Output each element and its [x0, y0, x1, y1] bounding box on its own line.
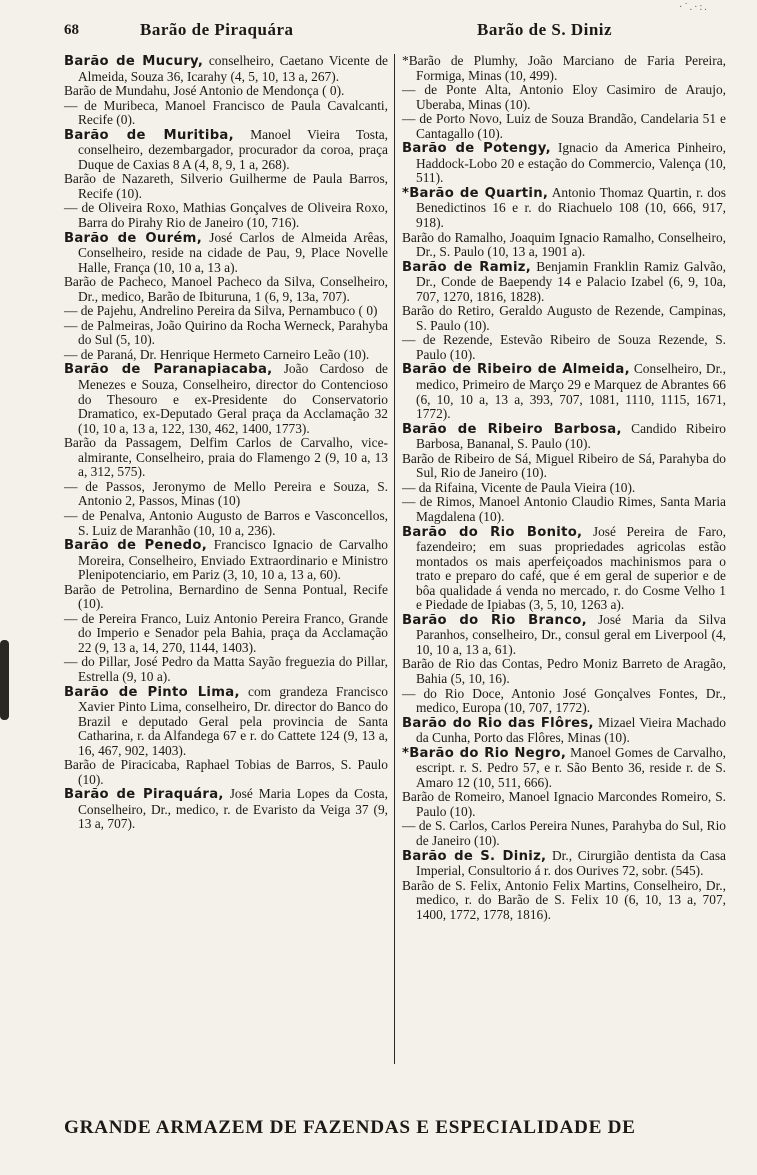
entry-text: com grandeza Francisco Xavier Pinto Lima, conselheiro, Dr. director do Banco do Brazil e deputado Geral pela provincia de Santa Catharina, r. da Alfandega 67 e r. do Cattete 124 (9, 13 a, 16, 467, 902, 1403).: [78, 683, 388, 758]
entry-text: — do Rio Doce, Antonio José Gonçalves Fontes, Dr., medico, Europa (10, 707, 1772).: [402, 685, 726, 716]
entry-text: — de Rimos, Manoel Antonio Claudio Rimes, Santa Maria Magdalena (10).: [402, 494, 726, 524]
entry-text: José Pereira de Faro, fazendeiro; em suas propriedades agricolas estão montados os mais aperfeiçoados machinismos para o trato e preparo do café, que é em geral de superior e de bôa qualidade á venda no mercado, r. do Cosme Velho 1 e Piedade de Ipiabas (3, 5, 10, 1263 a).: [416, 523, 726, 613]
directory-entry: [64, 362, 388, 436]
entry-text: — de Porto Novo, Luiz de Souza Brandão, Candelaria 51 e Cantagallo (10).: [402, 111, 726, 141]
entry-text: Barão de Piracicaba, Raphael Tobias de Barros, S. Paulo (10).: [64, 757, 388, 787]
directory-entry: [64, 99, 388, 128]
entry-text: Barão de Pacheco, Manoel Pacheco da Silva, Conselheiro, Dr., medico, Barão de Ibituruna, 1 (6, 9, 13a, 707).: [64, 274, 388, 304]
entry-text: — de Paraná, Dr. Henrique Hermeto Carneiro Leão (10).: [64, 346, 370, 362]
entry-title: Barão do Rio Bonito,: [402, 524, 583, 540]
entry-text: Manoel Vieira Tosta, conselheiro, dezembargador, procurador da coroa, praça Duque de Caxias 8 A (4, 8, 9, 1 a, 268).: [78, 126, 388, 172]
directory-entry: [64, 348, 388, 363]
directory-entry: [64, 787, 388, 832]
entry-title: Barão de Piraquára,: [64, 787, 224, 803]
directory-entry: [402, 879, 726, 923]
directory-entry: [64, 319, 388, 348]
entry-text: José Carlos de Almeida Arêas, Conselheiro, reside na cidade de Pau, 9, Place Novelle Halle, França (10, 10 a, 13 a).: [78, 229, 388, 275]
entry-text: — de Penalva, Antonio Augusto de Barros e Vasconcellos, S. Luiz de Maranhão (10, 10 a, 236).: [64, 507, 388, 538]
directory-entry: [64, 231, 388, 276]
directory-entry: [64, 538, 388, 583]
entry-text: Dr., Cirurgião dentista da Casa Imperial, Consultorio á r. dos Ourives 72, sobr. (545).: [416, 847, 726, 879]
entry-title: Barão de Ramiz,: [402, 259, 532, 275]
entry-text: Barão de Romeiro, Manoel Ignacio Marcondes Romeiro, S. Paulo (10).: [402, 789, 726, 819]
entry-title: *Barão de Quartin,: [402, 185, 549, 201]
entry-text: Barão de Petrolina, Bernardino de Senna Pontual, Recife (10).: [64, 581, 388, 612]
entry-title: Barão de Muritiba,: [64, 127, 234, 143]
directory-entry: [402, 333, 726, 362]
header-title-left: Barão de Piraquára: [140, 20, 294, 39]
header-title-right: Barão de S. Diniz: [477, 20, 613, 39]
entry-text: — de Oliveira Roxo, Mathias Gonçalves de Oliveira Roxo, Barra do Pirahy Rio de Janeiro (10, 716).: [64, 200, 388, 231]
running-header: [64, 20, 731, 46]
entry-title: *Barão do Rio Negro,: [402, 745, 567, 761]
entry-title: Barão do Rio Branco,: [402, 612, 587, 628]
directory-entry: [402, 362, 726, 421]
directory-entry: [402, 495, 726, 524]
directory-entry: [402, 54, 726, 83]
directory-entry: [402, 186, 726, 231]
directory-entry: [402, 231, 726, 260]
directory-entry: [64, 54, 388, 84]
directory-entry: [402, 260, 726, 305]
entry-title: Barão de Penedo,: [64, 538, 208, 554]
entry-title: Barão de Ribeiro Barbosa,: [402, 421, 622, 437]
margin-smudge: [0, 640, 9, 720]
directory-entry: [64, 128, 388, 173]
directory-entry: [64, 509, 388, 538]
page-number: 68: [64, 22, 79, 38]
directory-entry: [402, 422, 726, 452]
entry-text: Barão de Mundahu, José Antonio de Mendonça ( 0).: [64, 83, 345, 99]
entry-title: Barão de Ourém,: [64, 230, 203, 246]
entry-text: José Maria da Silva Paranhos, conselheiro, Dr., consul geral em Liverpool (4, 10, 10 a, 13 a, 61).: [416, 611, 727, 657]
directory-entry: [64, 612, 388, 656]
right-column: [402, 54, 726, 922]
entry-text: Benjamin Franklin Ramiz Galvão, Dr., Conde de Baependy 14 e Palacio Izabel (6, 9, 10a, 707, 1270, 1816, 1828).: [416, 258, 727, 304]
entry-text: Barão da Passagem, Delfim Carlos de Carvalho, vice-almirante, Conselheiro, praia do Flamengo 2 (9, 10 a, 13 a, 312, 575).: [64, 435, 388, 480]
entry-title: Barão de Paranapiacaba,: [64, 362, 273, 378]
entry-title: Barão de Pinto Lima,: [64, 684, 240, 700]
directory-entry: [64, 583, 388, 612]
directory-entry: [402, 613, 726, 658]
entry-text: Barão de S. Felix, Antonio Felix Martins, Conselheiro, Dr., medico, r. do Barão de S. Felix 10 (6, 10, 13 a, 707, 1400, 1772, 1778, 1816).: [402, 877, 726, 922]
directory-entry: [64, 655, 388, 684]
entry-text: Barão de Ribeiro de Sá, Miguel Ribeiro de Sá, Parahyba do Sul, Rio de Janeiro (10).: [402, 450, 726, 481]
column-divider: [394, 54, 395, 1064]
directory-entry: [402, 657, 726, 686]
entry-text: — de Muribeca, Manoel Francisco de Paula Cavalcanti, Recife (0).: [64, 97, 388, 128]
entry-text: — de Passos, Jeronymo de Mello Pereira e Souza, S. Antonio 2, Passos, Minas (10): [64, 478, 388, 509]
directory-entry: [64, 685, 388, 759]
directory-entry: [402, 452, 726, 481]
entry-text: — de Pajehu, Andrelino Pereira da Silva, Pernambuco ( 0): [64, 303, 378, 319]
entry-text: Francisco Ignacio de Carvalho Moreira, Conselheiro, Enviado Extraordinario e Ministro Plenipotenciario, em Pariz (3, 10, 10 a, 13 a, 60).: [78, 537, 388, 583]
entry-title: Barão de Potengy,: [402, 141, 551, 157]
entry-text: — de S. Carlos, Carlos Pereira Nunes, Parahyba do Sul, Rio de Janeiro (10).: [402, 818, 726, 848]
directory-entry: [64, 304, 388, 319]
directory-entry: [402, 481, 726, 496]
directory-entry: [402, 525, 726, 613]
entry-text: Mizael Vieira Machado da Cunha, Porto das Flôres, Minas (10).: [416, 714, 727, 746]
directory-entry: [64, 201, 388, 230]
entry-text: Candido Ribeiro Barbosa, Bananal, S. Paulo (10).: [416, 420, 726, 452]
entry-text: — da Rifaina, Vicente de Paula Vieira (10).: [402, 479, 636, 495]
left-column: [64, 54, 388, 832]
entry-text: Barão do Ramalho, Joaquim Ignacio Ramalho, Conselheiro, Dr., S. Paulo (10, 13 a, 1901 a).: [402, 229, 726, 260]
directory-entry: [64, 758, 388, 787]
entry-text: Conselheiro, Dr., medico, Primeiro de Março 29 e Marquez de Abrantes 66 (6, 10, 10 a, 13 a, 393, 707, 1081, 1110, 1115, 1671, 1772).: [416, 361, 726, 422]
footer-advert: GRANDE ARMAZEM DE FAZENDAS E ESPECIALIDADE DE: [64, 1117, 636, 1138]
directory-entry: [402, 112, 726, 141]
directory-entry: [64, 275, 388, 304]
entry-text: João Cardoso de Menezes e Souza, Conselheiro, director do Contencioso do Thesouro e ex-Presidente do Conservatorio Dramatico, ex-Deputado Geral praça da Acclamação 32 (10, 10 a, 13 a, 122, 130, 462, 1400, 1773).: [78, 361, 389, 436]
directory-entry: [402, 849, 726, 879]
entry-text: José Maria Lopes da Costa, Conselheiro, Dr., medico, r. de Evaristo da Veiga 37 (9, 13 a, 707).: [78, 786, 388, 832]
entry-title: Barão do Rio das Flôres,: [402, 715, 594, 731]
directory-entry: [402, 716, 726, 746]
entry-text: — de Ponte Alta, Antonio Eloy Casimiro de Araujo, Uberaba, Minas (10).: [402, 82, 726, 112]
directory-entry: [402, 687, 726, 716]
directory-entry: [64, 436, 388, 480]
entry-text: Barão de Rio das Contas, Pedro Moniz Barreto de Aragão, Bahia (5, 10, 16).: [402, 656, 726, 686]
directory-entry: [402, 83, 726, 112]
directory-entry: [64, 480, 388, 509]
entry-title: Barão de Mucury,: [64, 54, 204, 69]
directory-entry: [64, 172, 388, 201]
entry-title: Barão de S. Diniz,: [402, 848, 547, 864]
entry-text: *Barão de Plumhy, João Marciano de Faria Pereira, Formiga, Minas (10, 499).: [402, 53, 726, 83]
directory-entry: [64, 84, 388, 99]
entry-text: — do Pillar, José Pedro da Matta Sayão freguezia do Pillar, Estrella (9, 10 a).: [64, 654, 388, 684]
directory-entry: [402, 790, 726, 819]
directory-entry: [402, 304, 726, 333]
directory-entry: [402, 746, 726, 791]
entry-text: Manoel Gomes de Carvalho, escript. r. S. Pedro 57, e r. São Bento 36, reside r. de S. Amaro 12 (10, 511, 666).: [416, 744, 726, 790]
entry-title: Barão de Ribeiro de Almeida,: [402, 362, 630, 378]
entry-text: Barão do Retiro, Geraldo Augusto de Rezende, Campinas, S. Paulo (10).: [402, 303, 726, 333]
entry-text: — de Pereira Franco, Luiz Antonio Pereira Franco, Grande do Imperio e Senador pela Bahia, praça da Acclamação 22 (9, 13 a, 14, 270, 1144, 1403).: [64, 610, 388, 655]
entry-text: — de Palmeiras, João Quirino da Rocha Werneck, Parahyba do Sul (5, 10).: [64, 317, 388, 348]
entry-text: Antonio Thomaz Quartin, r. dos Benedictinos 16 e r. do Riachuelo 108 (10, 666, 917, 918).: [416, 184, 726, 231]
entry-text: Ignacio da America Pinheiro, Haddock-Lobo 20 e estação do Commercio, Valença (10, 511).: [416, 140, 726, 186]
entry-text: conselheiro, Caetano Vicente de Almeida, Souza 36, Icarahy (4, 5, 10, 13 a, 267).: [78, 53, 388, 84]
directory-entry: [402, 141, 726, 186]
print-speckle: ·˙.·:.: [679, 2, 709, 13]
entry-text: — de Rezende, Estevão Ribeiro de Souza Rezende, S. Paulo (10).: [402, 332, 726, 362]
directory-entry: [402, 819, 726, 848]
entry-text: Barão de Nazareth, Silverio Guilherme de Paula Barros, Recife (10).: [64, 171, 388, 201]
